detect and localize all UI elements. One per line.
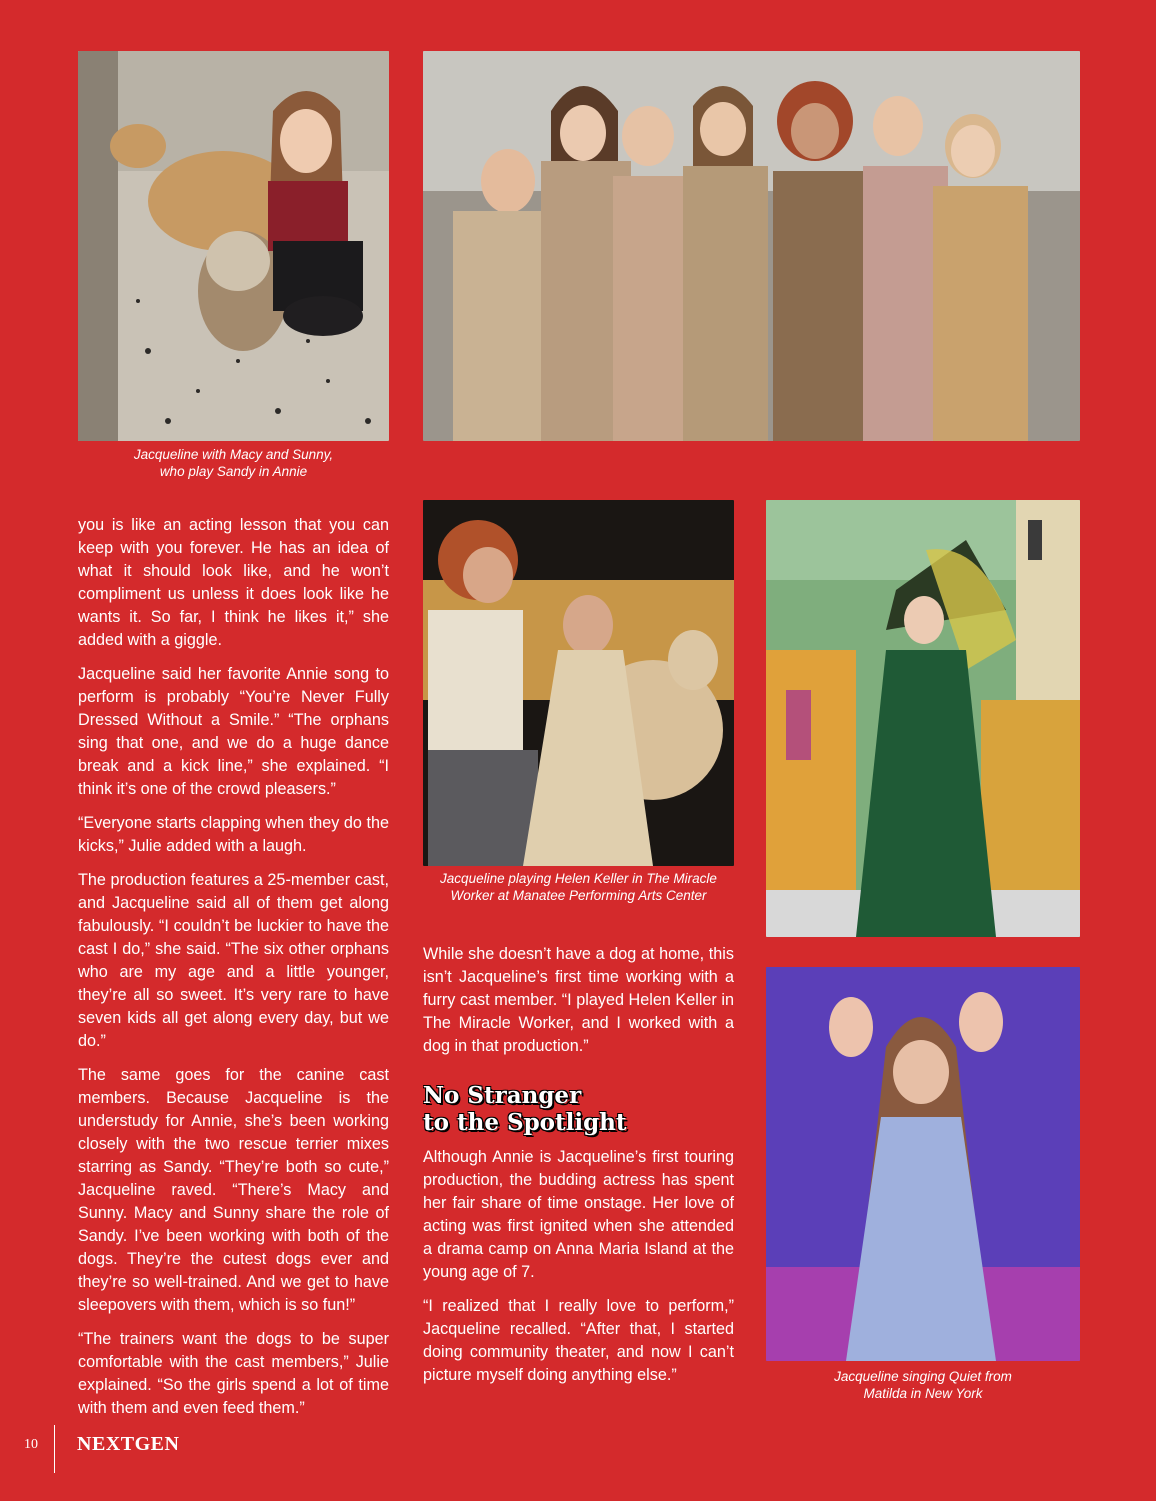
article-column-left xyxy=(78,514,389,1431)
photo-quiet-matilda xyxy=(766,967,1080,1361)
caption-helen-keller xyxy=(415,870,742,904)
caption-dogs-line-1: Jacqueline with Macy and Sunny, xyxy=(133,447,334,462)
paragraph: The same goes for the canine cast members. Because Jacqueline is the understudy for Annie, she’s been working closely with the two rescue terrier mixes starring as Sandy. “They’re both so cute,” Jacqueline raved. “There’s Macy and Sunny. Macy and Sunny share the role of Sandy. I’ve been working with both of the dogs. They’re the cutest dogs ever and they’re so well-trained. And we get to have sleepovers with them, which is so fun!” xyxy=(78,1066,389,1314)
caption-quiet-line-2: Matilda in New York xyxy=(863,1386,983,1401)
paragraph: The production features a 25-member cast, and Jacqueline said all of them get along fabulously. “I couldn’t be luckier to have the cast I do,” she said. “The six other orphans who are my age and a little younger, they’re all so sweet. It’s very rare to have seven kids all get along every day, but we do.” xyxy=(78,871,389,1050)
caption-dogs xyxy=(78,446,389,480)
caption-quiet-line-1: Jacqueline singing Quiet from xyxy=(834,1369,1012,1384)
caption-dogs-line-2: who play Sandy in Annie xyxy=(159,464,308,479)
subhead-line-2: to the Spotlight xyxy=(423,1109,627,1136)
article-column-mid-after xyxy=(423,1146,734,1398)
photo-witch-costume xyxy=(766,500,1080,937)
section-subhead xyxy=(423,1082,743,1136)
photo-helen-keller xyxy=(423,500,734,866)
paragraph: Jacqueline said her favorite Annie song to perform is probably “You’re Never Fully Dressed Without a Smile.” “The orphans sing that one, and we do a huge dance break and a kick line,” she explained. “I think it’s one of the crowd pleasers.” xyxy=(78,665,389,798)
page-number: 10 xyxy=(24,1437,38,1452)
paragraph: “The trainers want the dogs to be super comfortable with the cast members,” Julie explained. “So the girls spend a lot of time with them and even feed them.” xyxy=(78,1330,389,1417)
article-column-mid xyxy=(423,943,734,1069)
paragraph: While she doesn’t have a dog at home, this isn’t Jacqueline’s first time working with a furry cast member. “I played Helen Keller in The Miracle Worker, and I worked with a dog in that production.” xyxy=(423,945,734,1055)
caption-quiet xyxy=(766,1368,1080,1402)
photo-girl-with-dogs xyxy=(78,51,389,441)
caption-helen-line-1: Jacqueline playing Helen Keller in The Miracle xyxy=(440,871,717,886)
paragraph: Although Annie is Jacqueline’s first touring production, the budding actress has spent her fair share of time onstage. Her love of acting was first ignited when she attended a drama camp on Anna Maria Island at the young age of 7. xyxy=(423,1148,734,1281)
paragraph: “I realized that I really love to perform,” Jacqueline recalled. “After that, I started doing community theater, and now I can’t picture myself doing anything else.” xyxy=(423,1297,734,1384)
paragraph: “Everyone starts clapping when they do the kicks,” Julie added with a laugh. xyxy=(78,814,389,855)
magazine-logo: NEXTGEN xyxy=(77,1433,180,1455)
subhead-line-1: No Stranger xyxy=(423,1082,582,1109)
paragraph: you is like an acting lesson that you can keep with you forever. He has an idea of what it should look like, and he won’t compliment us unless it does look like he wants it. So far, I think he likes it,” she added with a giggle. xyxy=(78,516,389,649)
caption-helen-line-2: Worker at Manatee Performing Arts Center xyxy=(450,888,707,903)
photo-orphans-group xyxy=(423,51,1080,441)
footer-divider xyxy=(54,1425,55,1473)
